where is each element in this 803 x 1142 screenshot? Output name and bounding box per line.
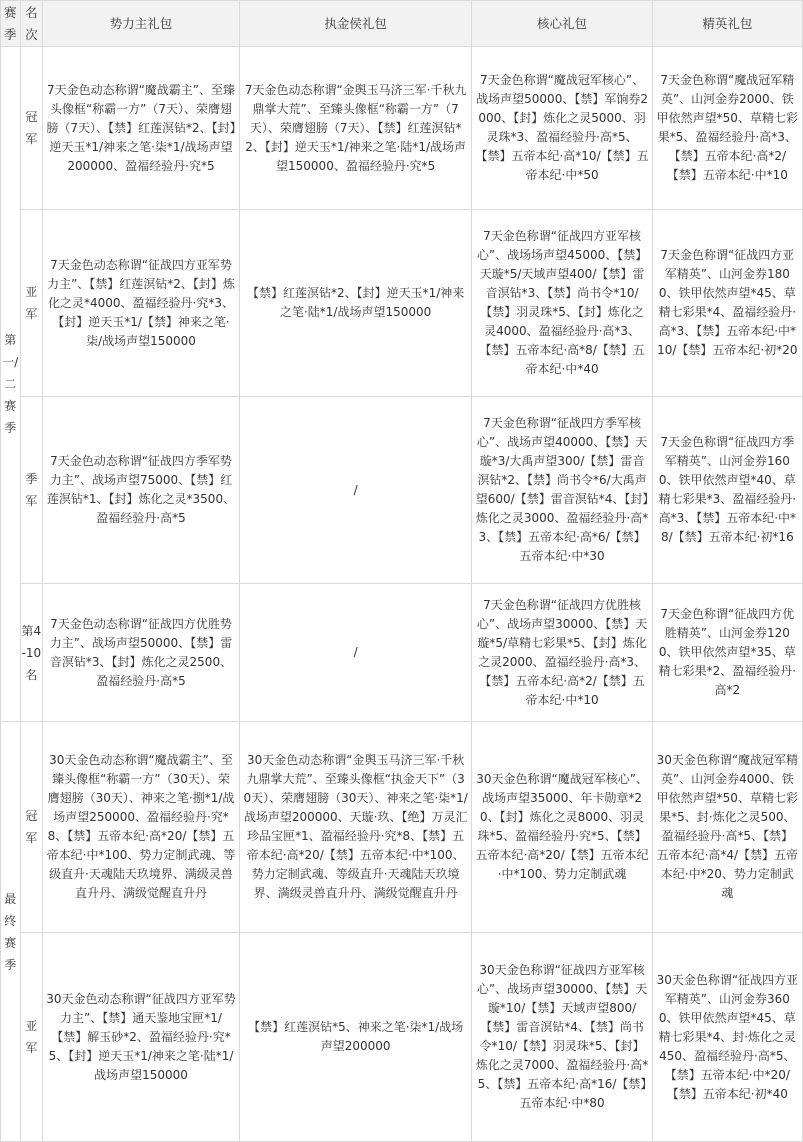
table-row [1, 397, 803, 584]
table-row [1, 210, 803, 397]
core-pack-cell: 30天金色称谓“魔战冠军核心”、战场声望35000、年卡勋章*20、【封】炼化之灵8000、羽灵珠*5、盈福经验丹·究*5、【禁】五帝本纪·高*20/【禁】五帝本纪·中*100、势力定制武魂 [472, 722, 652, 933]
lord-pack-cell: 7天金色动态称谓“征战四方季军势力主”、战场声望75000、【禁】红莲溟钻*1、【封】炼化之灵*3500、盈福经验丹·高*5 [43, 397, 240, 584]
core-pack-cell: 7天金色称谓“魔战冠军核心”、战场声望50000、【禁】军饷券2000、【封】炼化之灵5000、羽灵珠*3、盈福经验丹·高*5、【禁】五帝本纪·高*10/【禁】五帝本纪·中*50 [472, 47, 652, 210]
table-row [1, 933, 803, 1142]
elite-pack-cell: 7天金色称谓“征战四方优胜精英”、山河金券1200、铁甲依然声望*35、草精七彩果*2、盈福经验丹·高*2 [652, 584, 802, 722]
header-row [1, 1, 803, 47]
table-row [1, 47, 803, 210]
marquis-pack-cell: 7天金色动态称谓“金舆玉马济三军·千秋九鼎掌大荒”、至臻头像框“称霸一方”（7天）、荣膺翅膀（7天）、【禁】红莲溟钻*2、【封】逆天玉*1/神来之笔·陆*1/战场声望150000、盈福经验丹·究*5 [239, 47, 472, 210]
marquis-pack-cell: / [239, 397, 472, 584]
season-cell-final: 最终赛季 [1, 722, 21, 1142]
header-rank: 名次 [20, 1, 43, 47]
rank-cell: 第4-10名 [20, 584, 43, 722]
header-lord-pack: 势力主礼包 [43, 1, 240, 47]
elite-pack-cell: 30天金色称谓“征战四方亚军精英”、山河金券3600、铁甲依然声望*45、草精七彩果*4、封·炼化之灵450、盈福经验丹·高*5、【禁】五帝本纪·中*20/【禁】五帝本纪·初*40 [652, 933, 802, 1142]
lord-pack-cell: 7天金色动态称谓“征战四方亚军势力主”、【禁】红莲溟钻*2、【封】炼化之灵*4000、盈福经验丹·究*3、【封】逆天玉*1/【禁】神来之笔·柒/战场声望150000 [43, 210, 240, 397]
header-season: 赛季 [1, 1, 21, 47]
lord-pack-cell: 30天金色动态称谓“征战四方亚军势力主”、【禁】通天鉴地宝匣*1/【禁】解玉砂*2、盈福经验丹·究*5、【封】逆天玉*1/神来之笔·陆*1/战场声望150000 [43, 933, 240, 1142]
elite-pack-cell: 7天金色称谓“征战四方季军精英”、山河金券1600、铁甲依然声望*40、草精七彩果*3、盈福经验丹·高*3、【禁】五帝本纪·中*8/【禁】五帝本纪·初*16 [652, 397, 802, 584]
marquis-pack-cell: 【禁】红莲溟钻*2、【封】逆天玉*1/神来之笔·陆*1/战场声望150000 [239, 210, 472, 397]
marquis-pack-cell: / [239, 584, 472, 722]
lord-pack-cell: 7天金色动态称谓“征战四方优胜势力主”、战场声望50000、【禁】雷音溟钻*3、【封】炼化之灵2500、盈福经验丹·高*5 [43, 584, 240, 722]
header-core-pack: 核心礼包 [472, 1, 652, 47]
header-elite-pack: 精英礼包 [652, 1, 802, 47]
rank-cell: 亚军 [20, 210, 43, 397]
rank-cell: 亚军 [20, 933, 43, 1142]
lord-pack-cell: 30天金色动态称谓“魔战霸主”、至臻头像框“称霸一方”（30天）、荣膺翅膀（30天）、神来之笔·捌*1/战场声望250000、盈福经验丹·究*8、【禁】五帝本纪·高*20/【禁】五帝本纪·中*100、势力定制武魂、等级直升·天魂陆天玖境界、满级灵兽直升丹、满级觉醒直升丹 [43, 722, 240, 933]
lord-pack-cell: 7天金色动态称谓“魔战霸主”、至臻头像框“称霸一方”（7天）、荣膺翅膀（7天）、【禁】红莲溟钻*2、【封】逆天玉*1/神来之笔·柒*1/战场声望200000、盈福经验丹·究*5 [43, 47, 240, 210]
marquis-pack-cell: 【禁】红莲溟钻*5、神来之笔·柒*1/战场声望200000 [239, 933, 472, 1142]
header-marquis-pack: 执金侯礼包 [239, 1, 472, 47]
rank-cell: 冠军 [20, 47, 43, 210]
table-row [1, 722, 803, 933]
elite-pack-cell: 7天金色称谓“征战四方亚军精英”、山河金券1800、铁甲依然声望*45、草精七彩果*4、盈福经验丹·高*3、【禁】五帝本纪·中*10/【禁】五帝本纪·初*20 [652, 210, 802, 397]
core-pack-cell: 30天金色称谓“征战四方亚军核心”、战场声望30000、【禁】天璇*10/【禁】天域声望800/【禁】雷音溟钻*4、【禁】尚书令*10/【禁】羽灵珠*5、【封】炼化之灵7000、盈福经验丹·高*5、【禁】五帝本纪·高*16/【禁】五帝本纪·中*80 [472, 933, 652, 1142]
season-cell-s12: 第一/二赛季 [1, 47, 21, 722]
elite-pack-cell: 30天金色称谓“魔战冠军精英”、山河金券4000、铁甲依然声望*50、草精七彩果*5、封·炼化之灵500、盈福经验丹·高*5、【禁】五帝本纪·高*4/【禁】五帝本纪·中*20、势力定制武魂 [652, 722, 802, 933]
table-row [1, 584, 803, 722]
core-pack-cell: 7天金色称谓“征战四方亚军核心”、战场场声望45000、【禁】天璇*5/天域声望400/【禁】雷音溟钻*3、【禁】尚书令*10/【禁】羽灵珠*5、【封】炼化之灵4000、盈福经验丹·高*3、【禁】五帝本纪·高*8/【禁】五帝本纪·中*40 [472, 210, 652, 397]
marquis-pack-cell: 30天金色动态称谓“金舆玉马济三军·千秋九鼎掌大荒”、至臻头像框“执金天下”（30天）、荣膺翅膀（30天）、神来之笔·柒*1/战场声望200000、天璇·玖、【绝】万灵汇珍品宝匣*1、盈福经验丹·究*8、【禁】五帝本纪·高*20/【禁】五帝本纪·中*100、势力定制武魂、等级直升·天魂陆天玖境界、满级灵兽直升丹、满级觉醒直升丹 [239, 722, 472, 933]
elite-pack-cell: 7天金色称谓“魔战冠军精英”、山河金券2000、铁甲依然声望*50、草精七彩果*5、盈福经验丹·高*3、【禁】五帝本纪·高*2/【禁】五帝本纪·中*10 [652, 47, 802, 210]
core-pack-cell: 7天金色称谓“征战四方季军核心”、战场声望40000、【禁】天璇*3/大禹声望300/【禁】雷音溟钻*2、【禁】尚书令*6/大禹声望600/【禁】雷音溟钻*4、【封】炼化之灵3000、盈福经验丹·高*3、【禁】五帝本纪·高*6/【禁】五帝本纪·中*30 [472, 397, 652, 584]
rank-cell: 季军 [20, 397, 43, 584]
core-pack-cell: 7天金色称谓“征战四方优胜核心”、战场声望30000、【禁】天璇*5/草精七彩果*5、【封】炼化之灵2000、盈福经验丹·高*3、【禁】五帝本纪·高*2/【禁】五帝本纪·中*10 [472, 584, 652, 722]
rank-cell: 冠军 [20, 722, 43, 933]
